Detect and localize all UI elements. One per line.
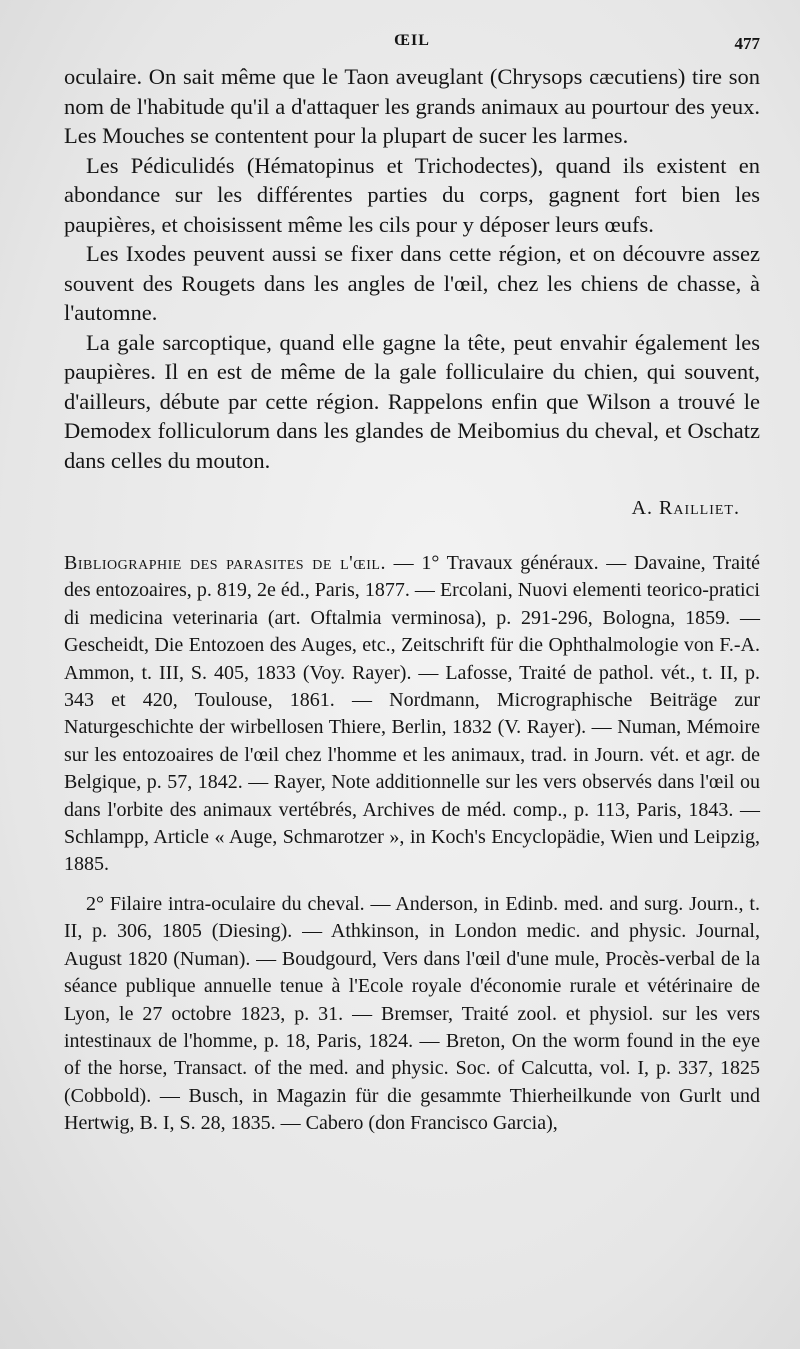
page-number: 477 bbox=[734, 34, 760, 53]
bibliography bbox=[64, 550, 760, 1138]
body-text bbox=[64, 62, 760, 475]
page-header bbox=[64, 28, 760, 62]
author-signature: A. Railliet. bbox=[631, 497, 740, 519]
paragraph-gale: La gale sarcoptique, quand elle gagne la tête, peut envahir également les paupières. Il en est de même de la gale folliculaire du chien, qui souvent, d'ailleurs, débute par cette région. Rappelons enfin que Wilson a trouvé le Demodex folliculorum dans les glandes de Meibomius du cheval, et Oschatz dans celles du mouton. bbox=[64, 329, 760, 473]
bibliography-section-1: — 1° Travaux généraux. — Davaine, Traité des entozoaires, p. 819, 2e éd., Paris, 1877. — Ercolani, Nuovi elementi teorico-pratici di medicina veterinaria (art. Oftalmia verminosa), p. 291-296, Bologna, 1859. — Gescheidt, Die Entozoen des Auges, etc., Zeitschrift für die Ophthalmologie von F.-A. Ammon, t. III, S. 405, 1833 (Voy. Rayer). — Lafosse, Traité de pathol. vét., t. II, p. 343 et 420, Toulouse, 1861. — Nordmann, Micrographische Beiträge zur Naturgeschichte der wirbellosen Thiere, Berlin, 1832 (V. Rayer). — Numan, Mémoire sur les entozoaires de l'œil chez l'homme et les animaux, trad. in Journ. vét. et agr. de Belgique, p. 57, 1842. — Rayer, Note additionnelle sur les vers observés dans l'œil ou dans l'orbite des animaux vertébrés, Archives de méd. comp., p. 113, Paris, 1843. — Schlampp, Article « Auge, Schmarotzer », in Koch's Encyclopädie, Wien und Leipzig, 1885. bbox=[64, 552, 760, 876]
paragraph-pediculides: Les Pédiculidés (Hématopinus et Trichodectes), quand ils existent en abondance sur les différentes parties du corps, gagnent fort bien les paupières, et choisissent même les cils pour y déposer leurs œufs. bbox=[64, 152, 760, 237]
bibliography-general bbox=[64, 550, 760, 879]
running-title: ŒIL bbox=[394, 32, 430, 49]
bibliography-heading: Bibliographie des parasites de l'œil. bbox=[64, 552, 386, 574]
paragraph-continuation: oculaire. On sait même que le Taon aveuglant (Chrysops cæcutiens) tire son nom de l'habitude qu'il a d'attaquer les grands animaux au pourtour des yeux. Les Mouches se contentent pour la plupart de sucer les larmes. bbox=[64, 64, 760, 148]
bibliography-section-2: 2° Filaire intra-oculaire du cheval. — Anderson, in Edinb. med. and surg. Journ., t. II, p. 306, 1805 (Diesing). — Athkinson, in London medic. and physic. Journal, August 1820 (Numan). — Boudgourd, Vers dans l'œil d'une mule, Procès-verbal de la séance publique annuelle tenue à l'Ecole royale d'économie rurale et vétérinaire de Lyon, le 27 octobre 1823, p. 31. — Bremser, Traité zool. et physiol. sur les vers intestinaux de l'homme, p. 18, Paris, 1824. — Breton, On the worm found in the eye of the horse, Transact. of the med. and physic. Soc. of Calcutta, vol. I, p. 337, 1825 (Cobbold). — Busch, in Magazin für die gesammte Thierheilkunde von Gurlt und Hertwig, B. I, S. 28, 1835. — Cabero (don Francisco Garcia), bbox=[64, 892, 760, 1135]
paragraph-ixodes: Les Ixodes peuvent aussi se fixer dans cette région, et on découvre assez souvent des Rougets dans les angles de l'œil, chez les chiens de chasse, à l'automne. bbox=[64, 241, 760, 325]
